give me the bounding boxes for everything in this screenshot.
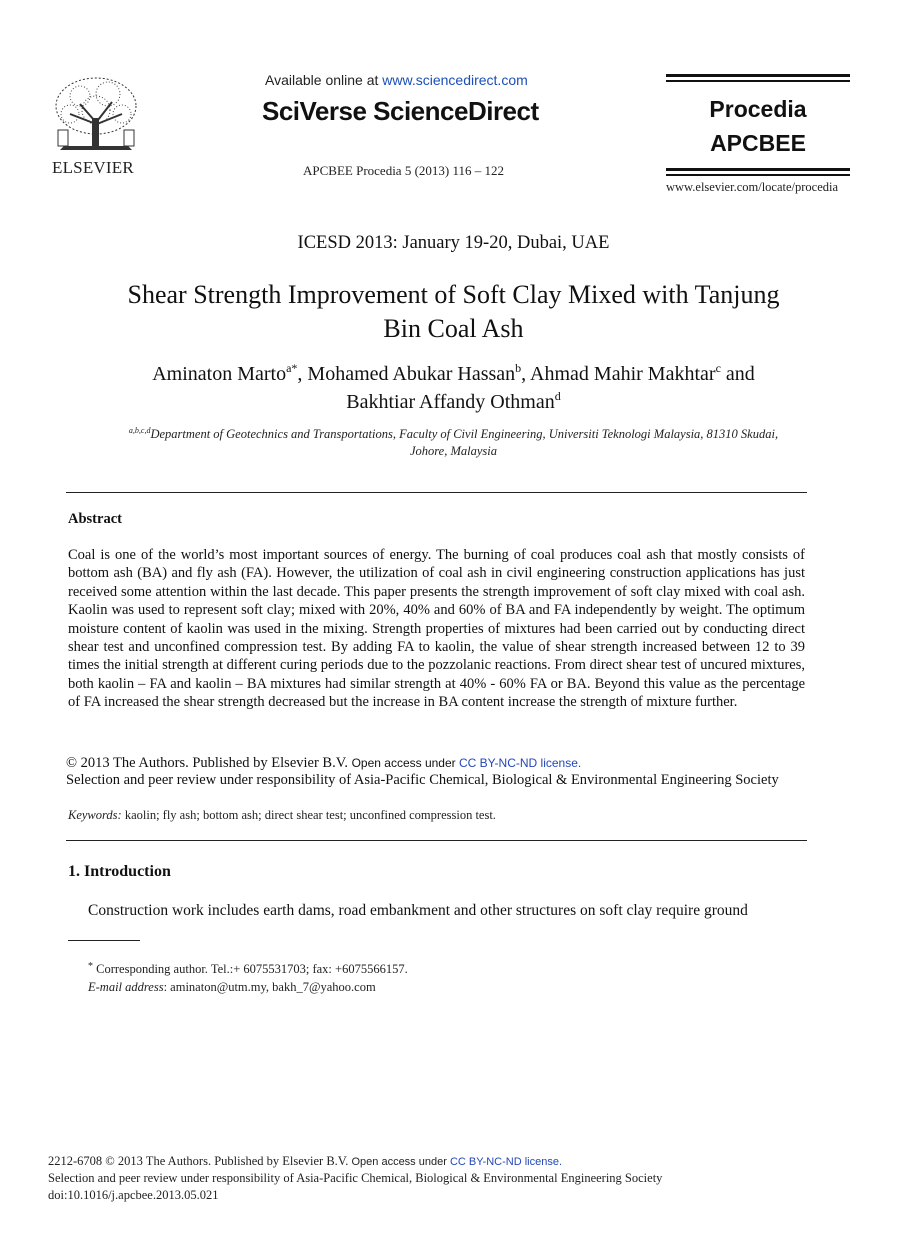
elsevier-logo [50, 74, 146, 180]
footer-copyright [48, 1154, 562, 1169]
footer-peer-review: Selection and peer review under responsibility of Asia-Pacific Chemical, Biological & Environmental Engineering Society [48, 1171, 663, 1185]
peer-review-line: Selection and peer review under responsibility of Asia-Pacific Chemical, Biological & Environmental Engineering Society [66, 772, 779, 788]
journal-url[interactable]: www.elsevier.com/locate/procedia [666, 180, 839, 194]
author-conjunction: and [720, 363, 755, 385]
affiliation-sup: a,b,c,d [128, 426, 151, 435]
keywords-label: Keywords: [68, 808, 122, 822]
elsevier-wordmark: ELSEVIER [52, 158, 134, 177]
author-list [60, 360, 847, 416]
title-line-1: Shear Strength Improvement of Soft Clay Mixed with Tanjung [127, 280, 780, 309]
author-name: Aminaton Marto [152, 363, 287, 385]
author-name: , Ahmad Mahir Makhtar [521, 363, 716, 385]
procedia-title: Procedia [709, 96, 807, 122]
footer-copyright-text: 2212-6708 © 2013 The Authors. Published by Elsevier B.V. [48, 1154, 352, 1168]
license-link[interactable]: CC BY-NC-ND license. [458, 756, 582, 770]
title-line-2: Bin Coal Ash [383, 314, 524, 343]
divider-top [66, 492, 807, 493]
footnote-corresponding-text: Corresponding author. Tel.:+ 6075531703; fax: +6075566157. [93, 962, 408, 976]
footnote-corresponding [88, 962, 408, 977]
open-access-text: Open access under [351, 756, 459, 770]
authors-line-1 [60, 360, 847, 388]
authors-line-2 [60, 388, 847, 416]
masthead-rule-bottom-thin [666, 174, 850, 176]
abstract-heading: Abstract [68, 511, 122, 527]
divider-bottom [66, 840, 807, 841]
keywords [68, 808, 496, 823]
email-label: E-mail address [88, 980, 164, 994]
journal-reference: APCBEE Procedia 5 (2013) 116 – 122 [303, 163, 504, 178]
procedia-masthead [666, 74, 850, 176]
sciverse-sciencedirect-logo: SciVerse ScienceDirect [262, 96, 539, 126]
conference-line: ICESD 2013: January 19-20, Dubai, UAE [297, 233, 610, 253]
available-prefix: Available online at [265, 72, 383, 88]
footer-license-link[interactable]: CC BY-NC-ND license. [449, 1156, 562, 1168]
email-text: : aminaton@utm.my, bakh_7@yahoo.com [163, 980, 376, 994]
author-sup: c [715, 361, 721, 375]
section-heading: 1. Introduction [68, 863, 171, 880]
author-sup: b [515, 361, 522, 375]
author-name: Bakhtiar Affandy Othman [346, 391, 555, 413]
author-name: , Mohamed Abukar Hassan [297, 363, 516, 385]
copyright-line [66, 755, 581, 772]
paper-title [40, 278, 867, 346]
elsevier-tree-icon [50, 74, 142, 154]
footer-doi[interactable]: doi:10.1016/j.apcbee.2013.05.021 [48, 1188, 219, 1202]
copyright-text: © 2013 The Authors. Published by Elsevier B.V. [66, 755, 352, 771]
author-sup: a* [286, 361, 298, 375]
intro-paragraph: Construction work includes earth dams, road embankment and other structures on soft clay require ground [88, 902, 748, 919]
footnote-rule [68, 940, 140, 941]
keywords-text: kaolin; fly ash; bottom ash; direct shear test; unconfined compression test. [121, 808, 496, 822]
available-online-line [265, 72, 528, 88]
footnote-star: * [88, 961, 93, 972]
footer-open-access: Open access under [351, 1156, 450, 1168]
apcbee-title: APCBEE [710, 130, 806, 156]
affiliation-text: Department of Geotechnics and Transportations, Faculty of Civil Engineering, Universiti Teknologi Malaysia, 81310 Skudai, [150, 427, 779, 441]
sciencedirect-link[interactable]: www.sciencedirect.com [382, 72, 528, 88]
author-sup: d [554, 389, 561, 403]
affiliation-line-2: Johore, Malaysia [409, 444, 498, 458]
footnote-email [88, 980, 376, 995]
abstract-text: Coal is one of the world’s most important sources of energy. The burning of coal produces coal ash that mostly consists of bottom ash (BA) and fly ash (FA). However, the utilization of coal ash in civil engineering construction applications has just received some attention within the last decade. This paper presents the strength improvement of soft clay mixed with coal ash. Kaolin was used to represent soft clay; mixed with 20%, 40% and 60% of BA and FA independently by weight. The optimum moisture content of kaolin was used in the mixing. Strength properties of mixtures had been carried out by conducting direct shear test and unconfined compression test. By adding FA to kaolin, the value of shear strength increased between 12 to 39 times the initial strength at different curing periods due to the pozzolanic reactions. From direct shear test of uncured mixtures, both kaolin – FA and kaolin – BA mixtures had similar strength at 40% - 60% FA or BA. Beyond this value as the percentage of FA increased the shear strength decreased but the increase in BA content increase the strength of mixture further. [68, 547, 805, 711]
affiliation [70, 426, 837, 460]
affiliation-line-1 [70, 426, 837, 443]
